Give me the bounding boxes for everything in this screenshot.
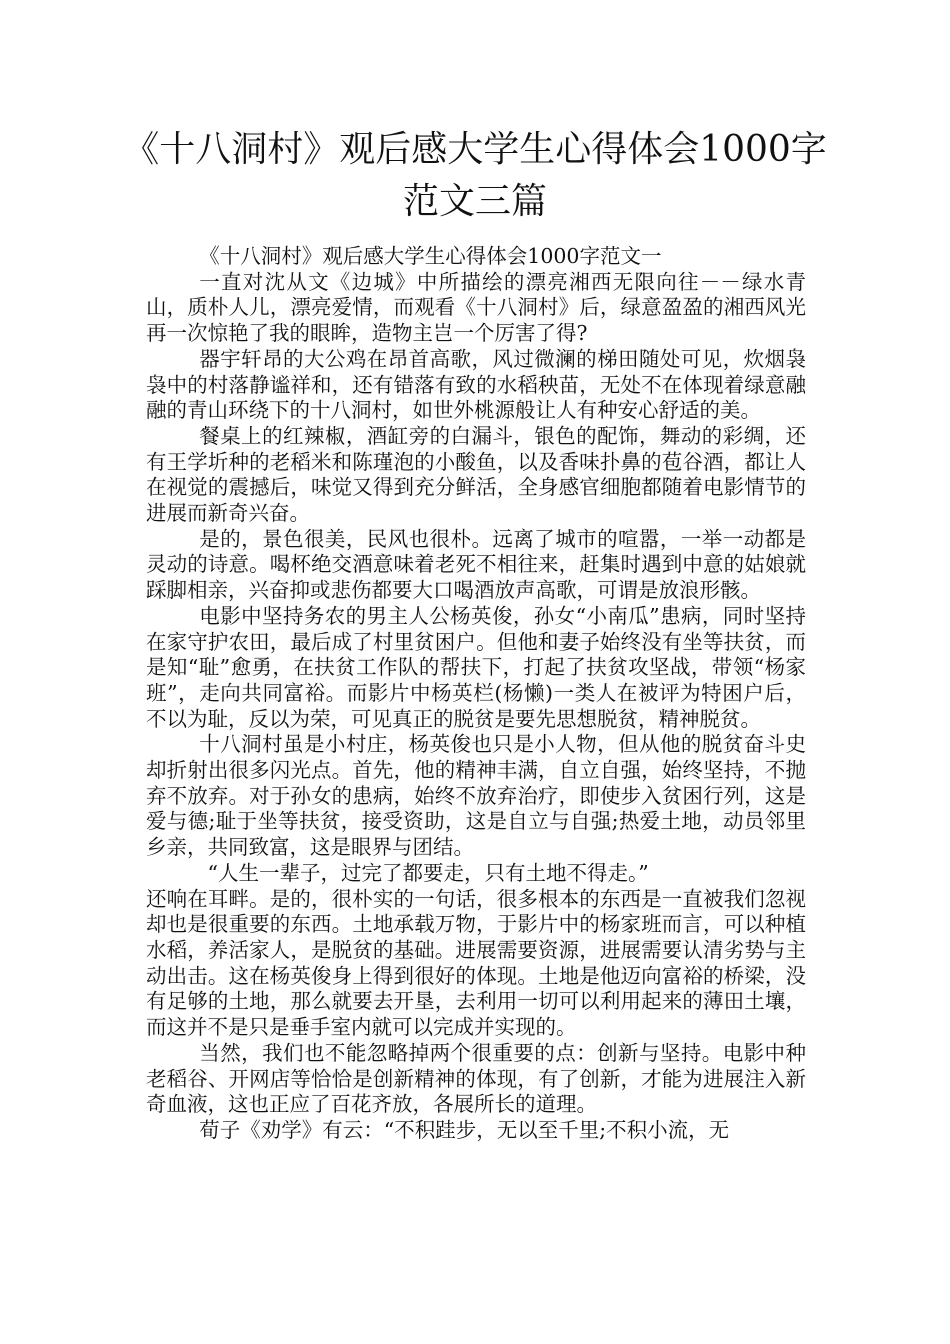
body-paragraph: 荀子《劝学》有云：“不积跬步，无以至千里;不积小流，无 [199, 1117, 730, 1142]
subtitle-paragraph: 《十八洞村》观后感大学生心得体会1000字范文一 [199, 244, 662, 268]
body-paragraph: 电影中坚持务农的男主人公杨英俊，孙女“小南瓜”患病，同时坚持在家守护农田，最后成了村里贫困户。但他和妻子始终没有坐等扶贫，而是知“耻”愈勇，在扶贫工作队的帮扶下，打起了扶贫攻坚战，带领“杨家班”，走向共同富裕。而影片中杨英栏(杨懒)一类人在被评为特困户后，不以为耻，反以为荣，可见真正的脱贫是要先思想脱贫，精神脱贫。 [146, 603, 806, 731]
body-paragraph: 是的，景色很美，民风也很朴。远离了城市的喧嚣，一举一动都是灵动的诗意。喝杯绝交酒意味着老死不相往来，赶集时遇到中意的姑娘就踩脚相亲，兴奋抑或悲伤都要大口喝酒放声高歌，可谓是放浪形骸。 [146, 526, 806, 603]
body-paragraph: 器宇轩昂的大公鸡在昂首高歌，风过微澜的梯田随处可见，炊烟袅袅中的村落静谧祥和，还有错落有致的水稻秧苗，无处不在体现着绿意融融的青山环绕下的十八洞村，如世外桃源般让人有种安心舒适的美。 [146, 346, 806, 423]
body-paragraph: 还响在耳畔。是的，很朴实的一句话，很多根本的东西是一直被我们忽视却也是很重要的东西。土地承载万物，于影片中的杨家班而言，可以种植水稻，养活家人，是脱贫的基础。进展需要资源，进展需要认清劣势与主动出击。这在杨英俊身上得到很好的体现。土地是他迈向富裕的桥梁，没有足够的土地，那么就要去开垦，去利用一切可以利用起来的薄田土壤，而这并不是只是垂手室内就可以完成并实现的。 [146, 886, 806, 1040]
body-paragraph: 餐桌上的红辣椒，酒缸旁的白漏斗，银色的配饰，舞动的彩绸，还有王学圻种的老稻米和陈瑾泡的小酸鱼，以及香味扑鼻的苞谷酒，都让人在视觉的震撼后，味觉又得到充分鲜活，全身感官细胞都随着电影情节的进展而新奇兴奋。 [146, 423, 806, 526]
body-paragraph: 一直对沈从文《边城》中所描绘的漂亮湘西无限向往－－绿水青山，质朴人儿，漂亮爱情，而观看《十八洞村》后，绿意盈盈的湘西风光再一次惊艳了我的眼眸，造物主岂一个厉害了得? [146, 269, 806, 346]
quote-paragraph: “人生一辈子，过完了都要走，只有土地不得走。” [207, 860, 649, 885]
document-title: 《十八洞村》观后感大学生心得体会1000字范文三篇 [123, 129, 827, 222]
document-body [146, 244, 806, 1144]
body-paragraph: 当然，我们也不能忽略掉两个很重要的点：创新与坚持。电影中种老稻谷、开网店等恰恰是创新精神的体现，有了创新，才能为进展注入新奇血液，这也正应了百花齐放，各展所长的道理。 [146, 1040, 806, 1117]
body-paragraph: 十八洞村虽是小村庄，杨英俊也只是小人物，但从他的脱贫奋斗史却折射出很多闪光点。首先，他的精神丰满，自立自强，始终坚持，不抛弃不放弃。对于孙女的患病，始终不放弃治疗，即使步入贫困行列，这是爱与德;耻于坐等扶贫，接受资助，这是自立与自强;热爱土地，动员邻里乡亲，共同致富，这是眼界与团结。 [146, 732, 806, 860]
